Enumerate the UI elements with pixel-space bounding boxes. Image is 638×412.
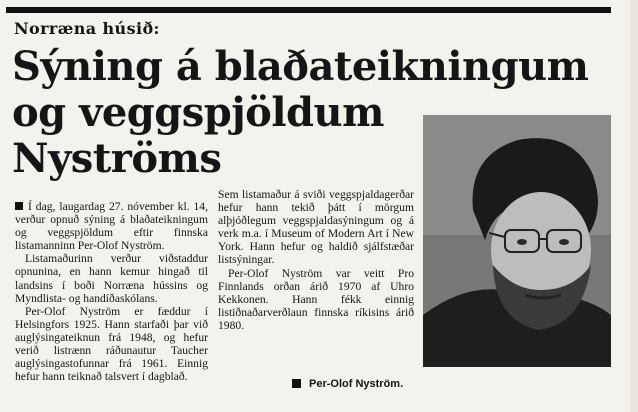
top-rule: [6, 7, 611, 13]
headline-line-3: Nyströms: [12, 135, 222, 182]
paragraph: Per-Olof Nyström var veitt Pro Finnlands orðan árið 1970 af Uhro Kekkonen. Hann fékk einnig listiðnaðarverðlaun finnska ríkisins árið 1980.: [218, 266, 414, 332]
portrait-illustration: [423, 115, 611, 367]
bullet-icon: [15, 202, 23, 210]
article-column-1: [15, 200, 208, 383]
kicker: Norræna húsið:: [14, 19, 160, 38]
headline-line-1: Sýning á blaðateikningum: [12, 43, 589, 90]
paragraph: [15, 200, 208, 252]
caption-bullet-icon: [292, 379, 301, 388]
paragraph-text: Í dag, laugardag 27. nóvember kl. 14, verður opnuð sýning á blaðateikningum og veggspjöldum eftir finnska listamanninn Per-Olof Nyström.: [15, 200, 208, 253]
paragraph: Per-Olof Nyström er fæddur í Helsingfors 1925. Hann starfaði þar við auglýsingateiknun frá 1948, og hefur verið listrænn ráðunautur Taucher auglýsingastofunnar frá 1961. Einnig hefur hann teiknað talsvert í dagblað.: [15, 304, 208, 384]
headline-line-2: og veggspjöldum: [12, 89, 384, 136]
portrait-photo: [423, 115, 611, 367]
photo-caption: [292, 378, 403, 390]
article-column-2: [218, 188, 414, 332]
page-edge: [630, 0, 638, 412]
caption-text: Per-Olof Nyström.: [309, 378, 404, 390]
paragraph: Sem listamaður á sviði veggspjaldagerðar hefur hann tekið þátt í mörgum alþjóðlegum veggspjaldasýningum og á verk m.a. í Museum of Modern Art í New York. Hann hefur og haldið sjálfstæðar listsýningar.: [218, 188, 414, 267]
paragraph: Listamaðurinn verður viðstaddur opnunina, en hann kemur hingað til landsins í boði Norræna hússins og Myndlista- og handíðaskólans.: [15, 252, 208, 305]
